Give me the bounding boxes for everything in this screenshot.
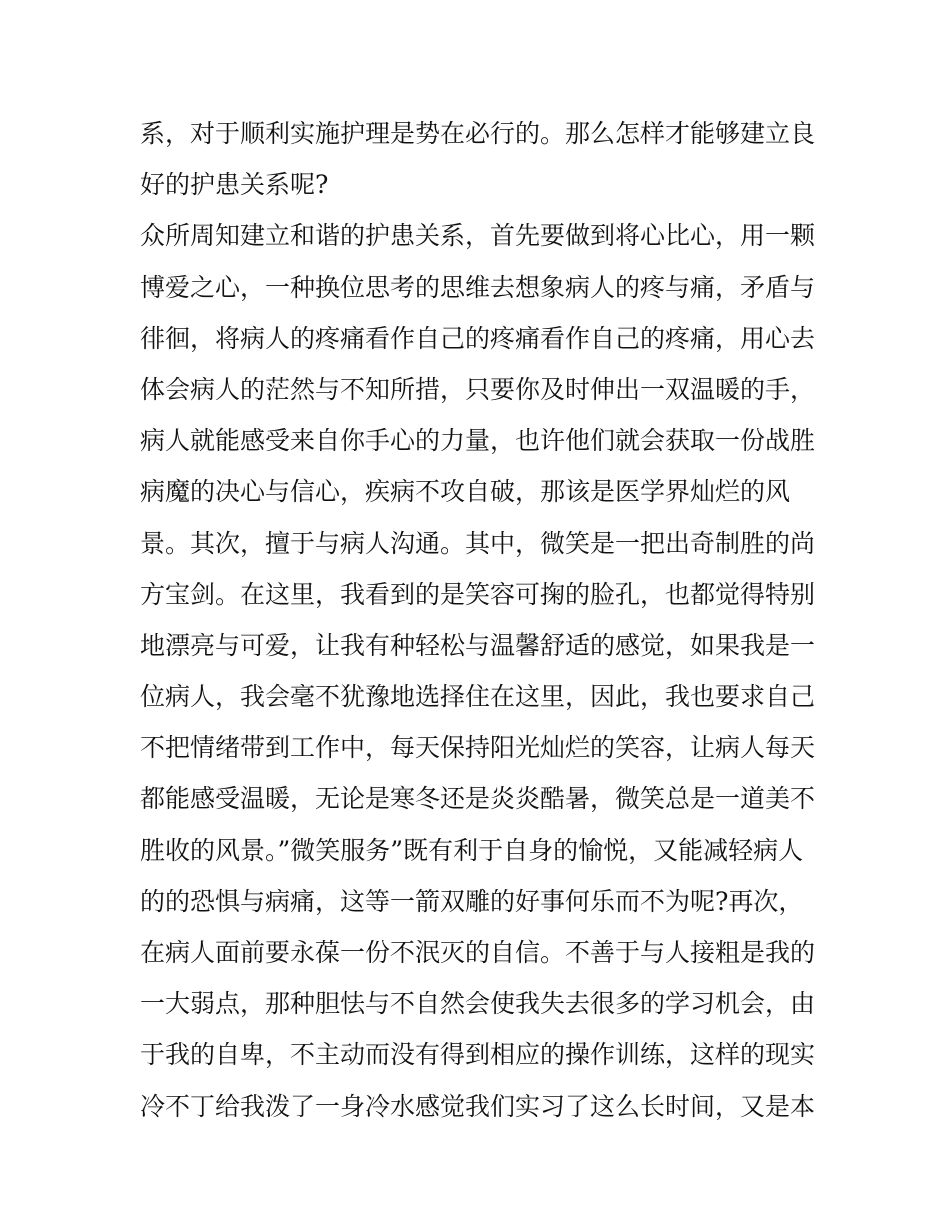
text-line: 不把情绪带到工作中，每天保持阳光灿烂的笑容，让病人每天 [140, 733, 816, 763]
text-line: 冷不丁给我泼了一身冷水感觉我们实习了这么长时间，又是本 [140, 1091, 816, 1121]
text-line: 地漂亮与可爱，让我有种轻松与温馨舒适的感觉，如果我是一 [140, 630, 816, 660]
text-line: 好的护患关系呢? [140, 170, 329, 200]
text-line: 病人就能感受来自你手心的力量，也许他们就会获取一份战胜 [140, 426, 816, 456]
body-text [140, 108, 830, 1132]
text-line: 位病人，我会毫不犹豫地选择住在这里，因此，我也要求自己 [140, 682, 816, 712]
text-line: 一大弱点，那种胆怯与不自然会使我失去很多的学习机会，由 [140, 989, 816, 1019]
text-line: 在病人面前要永葆一份不泯灭的自信。不善于与人接粗是我的 [140, 938, 816, 967]
text-line: 病魔的决心与信心，疾病不攻自破，那该是医学界灿烂的风 [140, 477, 791, 507]
text-line: 博爱之心，一种换位思考的思维去想象病人的疼与痛，矛盾与 [140, 272, 816, 302]
text-line: 体会病人的茫然与不知所措，只要你及时伸出一双温暖的手， [140, 374, 816, 404]
text-line: 都能感受温暖，无论是寒冬还是炎炎酷暑，微笑总是一道美不 [140, 784, 816, 814]
text-line: 的的恐惧与病痛，这等一箭双雕的好事何乐而不为呢?再次， [140, 886, 804, 916]
text-line: 系，对于顺利实施护理是势在必行的。那么怎样才能够建立良 [140, 119, 816, 148]
text-line: 于我的自卑，不主动而没有得到相应的操作训练，这样的现实 [140, 1040, 816, 1070]
text-line: 众所周知建立和谐的护患关系，首先要做到将心比心，用一颗 [140, 221, 816, 251]
text-line: 方宝剑。在这里，我看到的是笑容可掬的脸孔，也都觉得特别 [140, 579, 816, 609]
text-line: 徘徊，将病人的疼痛看作自己的疼痛看作自己的疼痛，用心去 [140, 323, 816, 353]
text-line: 胜收的风景。”微笑服务”既有利于自身的愉悦，又能减轻病人 [140, 835, 804, 865]
text-line: 景。其次，擅于与病人沟通。其中，微笑是一把出奇制胜的尚 [140, 528, 816, 558]
